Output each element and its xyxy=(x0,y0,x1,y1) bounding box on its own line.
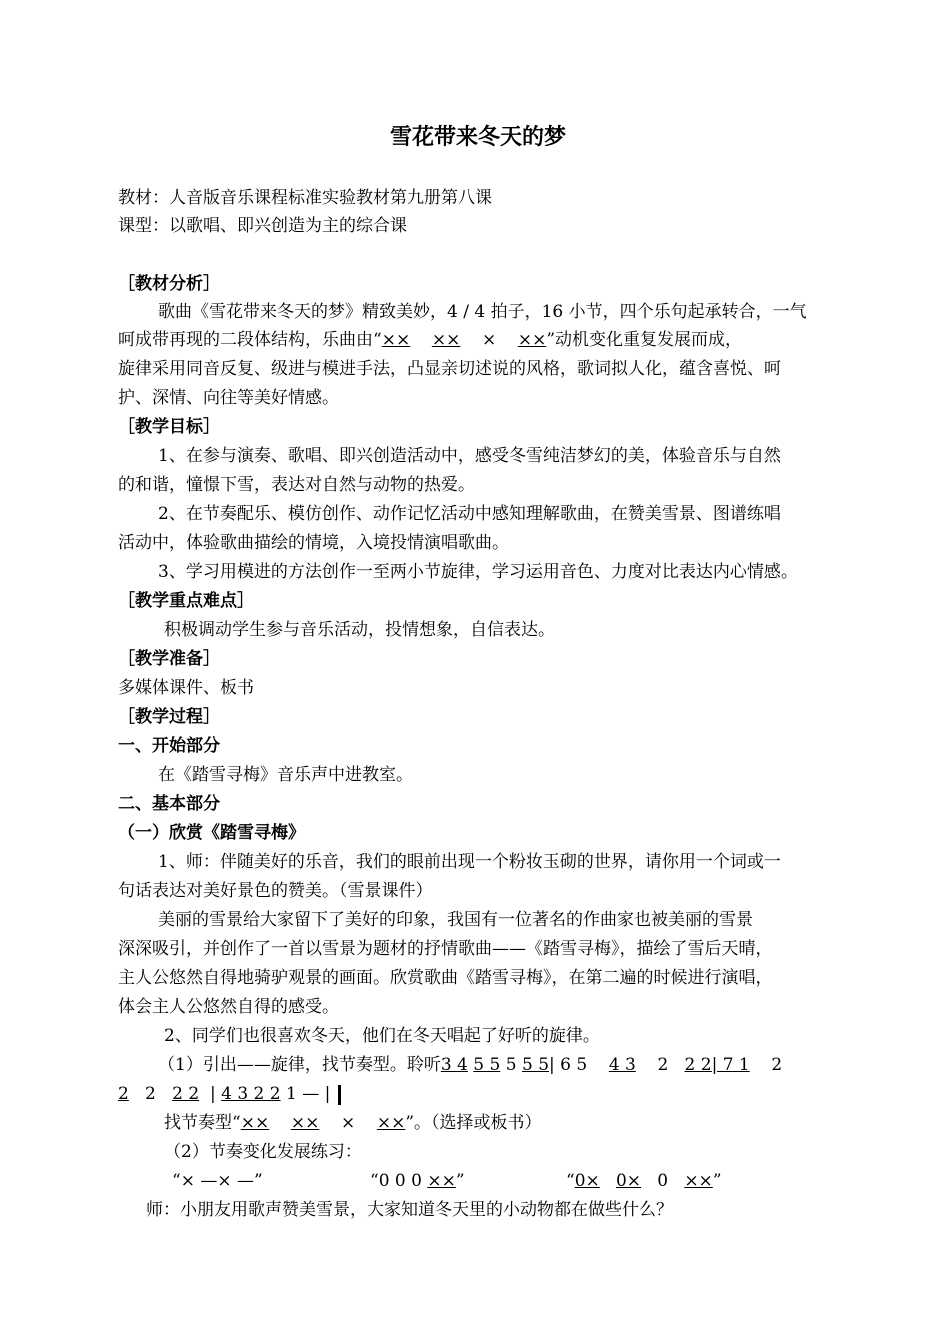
melody-note: 2 xyxy=(118,1084,129,1104)
rhythm-pattern xyxy=(370,1169,465,1193)
body-text: 主人公悠然自得地骑驴观景的画面。欣赏歌曲《踏雪寻梅》，在第二遍的时候进行演唱， xyxy=(118,968,773,988)
material-line: 教材：人音版音乐课程标准实验教材第九册第八课 xyxy=(118,188,492,208)
rhythm-notation: ×× xyxy=(381,330,411,350)
body-text: ”。（选择或板书） xyxy=(405,1113,542,1133)
sub1-heading: （一）欣赏《踏雪寻梅》 xyxy=(118,823,305,843)
melody-note: | 7 1 xyxy=(711,1055,750,1075)
rhythm-notation: “ xyxy=(566,1171,575,1191)
rhythm-notation: ×× xyxy=(290,1113,320,1133)
melody-note: 4 3 xyxy=(608,1055,636,1075)
rhythm-notation: 0 xyxy=(657,1171,669,1191)
analysis-text: 旋律采用同音反复、级进与模进手法，凸显亲切述说的风格，歌词拟人化，蕴含喜悦、呵 xyxy=(118,359,781,379)
analysis-text xyxy=(118,328,742,352)
melody-note: 5 5 xyxy=(473,1055,501,1075)
rhythm-notation: ×× xyxy=(376,1113,406,1133)
analysis-text: 呵成带再现的二段体结构，乐曲由“ xyxy=(118,330,382,350)
melody-line xyxy=(118,1082,341,1106)
body-text: 找节奏型“ xyxy=(164,1113,241,1133)
rhythm-notation: ×× xyxy=(240,1113,270,1133)
lesson-type-line: 课型：以歌唱、即兴创造为主的综合课 xyxy=(118,216,407,236)
prep-text: 多媒体课件、板书 xyxy=(118,678,254,698)
rhythm-pattern xyxy=(566,1169,722,1193)
rhythm-notation: ×× xyxy=(431,330,461,350)
melody-line xyxy=(158,1053,782,1077)
rhythm-notation: × xyxy=(340,1113,356,1133)
document-title: 雪花带来冬天的梦 xyxy=(389,125,566,150)
goal-text: 活动中，体验歌曲描绘的情境，入境投情演唱歌曲。 xyxy=(118,533,509,553)
melody-note: 1 — | xyxy=(285,1084,331,1104)
analysis-text: ”动机变化重复发展而成， xyxy=(546,330,743,350)
body-text: 2、同学们也很喜欢冬天，他们在冬天唱起了好听的旋律。 xyxy=(164,1026,600,1046)
body-text: 1、师：伴随美好的乐音，我们的眼前出现一个粉妆玉砌的世界，请你用一个词或一 xyxy=(158,852,781,872)
analysis-text: 护、深情、向往等美好情感。 xyxy=(118,388,339,408)
part2-heading: 二、基本部分 xyxy=(118,794,220,814)
analysis-heading: ［教材分析］ xyxy=(118,274,220,294)
rhythm-notation: × xyxy=(481,330,497,350)
melody-note: 2 2 xyxy=(684,1055,712,1075)
rhythm-pattern: “× —× —” xyxy=(172,1171,263,1191)
melody-note: | xyxy=(209,1084,216,1104)
rhythm-notation: ×× xyxy=(427,1171,456,1191)
melody-note: 2 xyxy=(657,1055,669,1075)
melody-note: | 6 5 xyxy=(549,1055,588,1075)
rhythm-notation: 0× xyxy=(574,1171,600,1191)
goal-text: 2、在节奏配乐、模仿创作、动作记忆活动中感知理解歌曲，在赞美雪景、图谱练唱 xyxy=(158,504,781,524)
melody-note: 4 3 2 2 xyxy=(221,1084,281,1104)
body-text: 体会主人公悠然自得的感受。 xyxy=(118,997,339,1017)
melody-note: 2 2 xyxy=(172,1084,200,1104)
body-text: （2）节奏变化发展练习： xyxy=(164,1142,362,1162)
melody-note: 5 5 xyxy=(521,1055,550,1075)
body-text: （1）引出——旋律，找节奏型。聆听 xyxy=(158,1055,441,1075)
part1-heading: 一、开始部分 xyxy=(118,736,220,756)
goal-text: 3、学习用模进的方法创作一至两小节旋律，学习运用音色、力度对比表达内心情感。 xyxy=(158,562,798,582)
key-heading: ［教学重点难点］ xyxy=(118,591,254,611)
rhythm-notation: “0 0 0 xyxy=(370,1171,428,1191)
analysis-text: 歌曲《雪花带来冬天的梦》精致美妙，4 / 4 拍子，16 小节，四个乐句起承转合，一气 xyxy=(158,302,807,322)
rhythm-notation: 0× xyxy=(615,1171,642,1191)
process-heading: ［教学过程］ xyxy=(118,707,220,727)
body-text: 美丽的雪景给大家留下了美好的印象，我国有一位著名的作曲家也被美丽的雪景 xyxy=(158,910,753,930)
final-barline xyxy=(338,1085,341,1105)
melody-note: 5 xyxy=(505,1055,517,1075)
melody-note: 2 xyxy=(771,1055,783,1075)
body-text: 句话表达对美好景色的赞美。（雪景课件） xyxy=(118,881,433,901)
goal-text: 1、在参与演奏、歌唱、即兴创造活动中，感受冬雪纯洁梦幻的美，体验音乐与自然 xyxy=(158,446,781,466)
body-text: 师：小朋友用歌声赞美雪景，大家知道冬天里的小动物都在做些什么？ xyxy=(146,1200,673,1220)
rhythm-notation: ×× xyxy=(517,330,547,350)
melody-note: 2 xyxy=(145,1084,156,1104)
rhythm-notation: ×× xyxy=(684,1171,713,1191)
goals-heading: ［教学目标］ xyxy=(118,417,220,437)
body-text: 深深吸引，并创作了一首以雪景为题材的抒情歌曲——《踏雪寻梅》，描绘了雪后天晴， xyxy=(118,939,773,959)
rhythm-notation: ” xyxy=(455,1171,465,1191)
goal-text: 的和谐，憧憬下雪，表达对自然与动物的热爱。 xyxy=(118,475,475,495)
rhythm-line xyxy=(164,1111,542,1135)
key-text: 积极调动学生参与音乐活动，投情想象，自信表达。 xyxy=(164,620,555,640)
melody-note: 3 4 xyxy=(440,1055,468,1075)
rhythm-notation: ” xyxy=(712,1171,722,1191)
part1-text: 在《踏雪寻梅》音乐声中进教室。 xyxy=(158,765,413,785)
prep-heading: ［教学准备］ xyxy=(118,649,220,669)
